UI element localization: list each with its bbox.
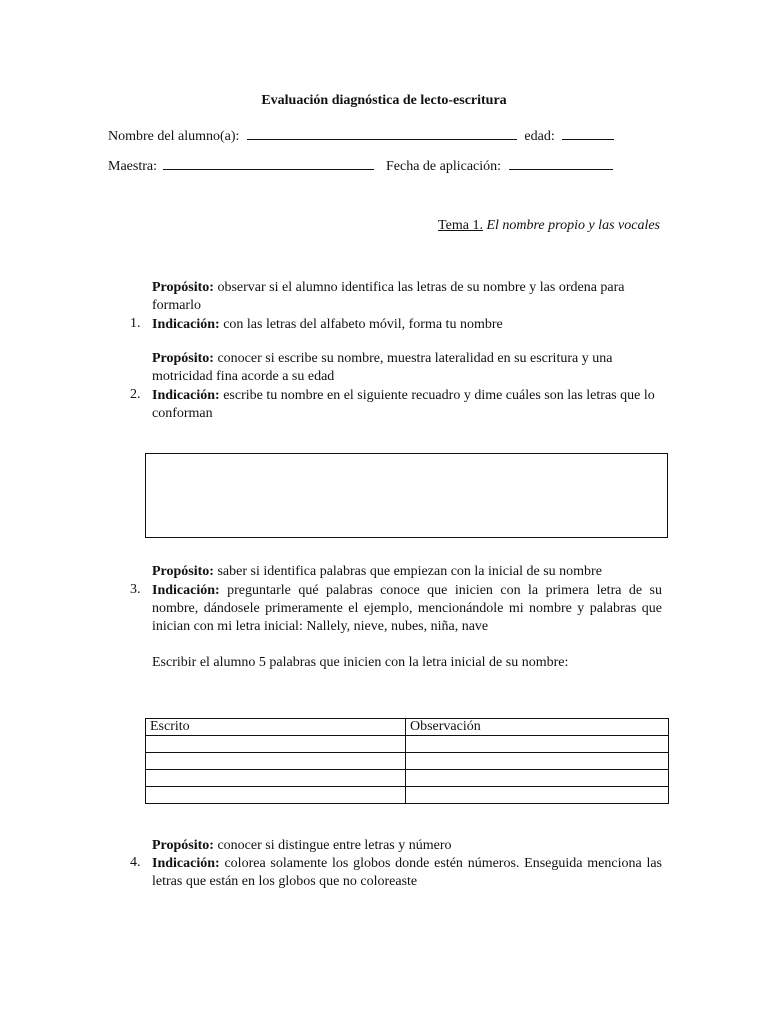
item-3-indication bbox=[152, 582, 662, 636]
item-3-purpose bbox=[152, 563, 662, 581]
document-title: Evaluación diagnóstica de lecto-escritura bbox=[261, 93, 507, 108]
tema-title: El nombre propio y las vocales bbox=[486, 218, 660, 233]
age-blank[interactable] bbox=[562, 127, 614, 140]
item-4-purpose bbox=[152, 837, 662, 855]
indication-text: preguntarle qué palabras conoce que inicien con la primera letra de su nombre, dándosele primeramente el ejemplo, mencionándole mi nombre y palabras que inician con mi letra inicial: Nallely, nieve, nubes, niña, nave bbox=[152, 583, 663, 634]
table-cell[interactable] bbox=[146, 770, 406, 787]
date-blank[interactable] bbox=[509, 157, 613, 170]
item-3-extra-instruction: Escribir el alumno 5 palabras que inicien con la letra inicial de su nombre: bbox=[152, 655, 569, 670]
item-3-number: 3. bbox=[130, 582, 141, 597]
indication-label: Indicación: bbox=[152, 388, 220, 403]
table-cell[interactable] bbox=[146, 736, 406, 753]
teacher-row bbox=[108, 157, 613, 175]
table-cell[interactable] bbox=[406, 736, 669, 753]
table-row bbox=[146, 787, 669, 804]
age-label: edad: bbox=[524, 129, 555, 144]
item-2-number: 2. bbox=[130, 387, 141, 402]
table-cell[interactable] bbox=[406, 787, 669, 804]
date-label: Fecha de aplicación: bbox=[385, 159, 502, 174]
indication-label: Indicación: bbox=[152, 856, 220, 871]
purpose-text: saber si identifica palabras que empiezan con la inicial de su nombre bbox=[217, 564, 602, 579]
student-name-label: Nombre del alumno(a): bbox=[108, 129, 240, 144]
words-table bbox=[145, 718, 669, 804]
indication-label: Indicación: bbox=[152, 583, 220, 598]
tema-heading bbox=[438, 218, 660, 234]
table-row bbox=[146, 770, 669, 787]
item-2-indication bbox=[152, 387, 662, 423]
teacher-blank[interactable] bbox=[163, 157, 374, 170]
item-1-number: 1. bbox=[130, 316, 141, 331]
indication-text: colorea solamente los globos donde estén números. Enseguida menciona las letras que están en los globos que no coloreaste bbox=[152, 856, 662, 889]
purpose-text: conocer si distingue entre letras y número bbox=[217, 838, 452, 853]
indication-text: con las letras del alfabeto móvil, forma tu nombre bbox=[223, 317, 503, 332]
teacher-label: Maestra: bbox=[108, 159, 157, 174]
purpose-label: Propósito: bbox=[152, 564, 214, 579]
table-cell[interactable] bbox=[146, 753, 406, 770]
tema-label: Tema 1. bbox=[438, 218, 483, 233]
item-4-indication bbox=[152, 855, 662, 891]
table-row bbox=[146, 736, 669, 753]
indication-text: escribe tu nombre en el siguiente recuadro y dime cuáles son las letras que lo conforman bbox=[152, 388, 655, 421]
table-cell[interactable] bbox=[146, 787, 406, 804]
table-header-row bbox=[146, 719, 669, 736]
table-row bbox=[146, 753, 669, 770]
name-writing-box[interactable] bbox=[145, 453, 668, 538]
purpose-text: observar si el alumno identifica las letras de su nombre y las ordena para formarlo bbox=[152, 280, 625, 313]
purpose-label: Propósito: bbox=[152, 351, 214, 366]
item-1-purpose bbox=[152, 279, 662, 315]
item-2-purpose bbox=[152, 350, 662, 386]
student-name-blank[interactable] bbox=[247, 127, 517, 140]
indication-label: Indicación: bbox=[152, 317, 220, 332]
purpose-label: Propósito: bbox=[152, 280, 214, 295]
table-header-observacion: Observación bbox=[406, 719, 669, 736]
purpose-label: Propósito: bbox=[152, 838, 214, 853]
table-cell[interactable] bbox=[406, 753, 669, 770]
purpose-text: conocer si escribe su nombre, muestra lateralidad en su escritura y una motricidad fina acorde a su edad bbox=[152, 351, 613, 384]
item-4-number: 4. bbox=[130, 855, 141, 870]
table-header-escrito: Escrito bbox=[146, 719, 406, 736]
table-cell[interactable] bbox=[406, 770, 669, 787]
item-1-indication bbox=[152, 316, 662, 334]
student-name-row bbox=[108, 127, 614, 145]
